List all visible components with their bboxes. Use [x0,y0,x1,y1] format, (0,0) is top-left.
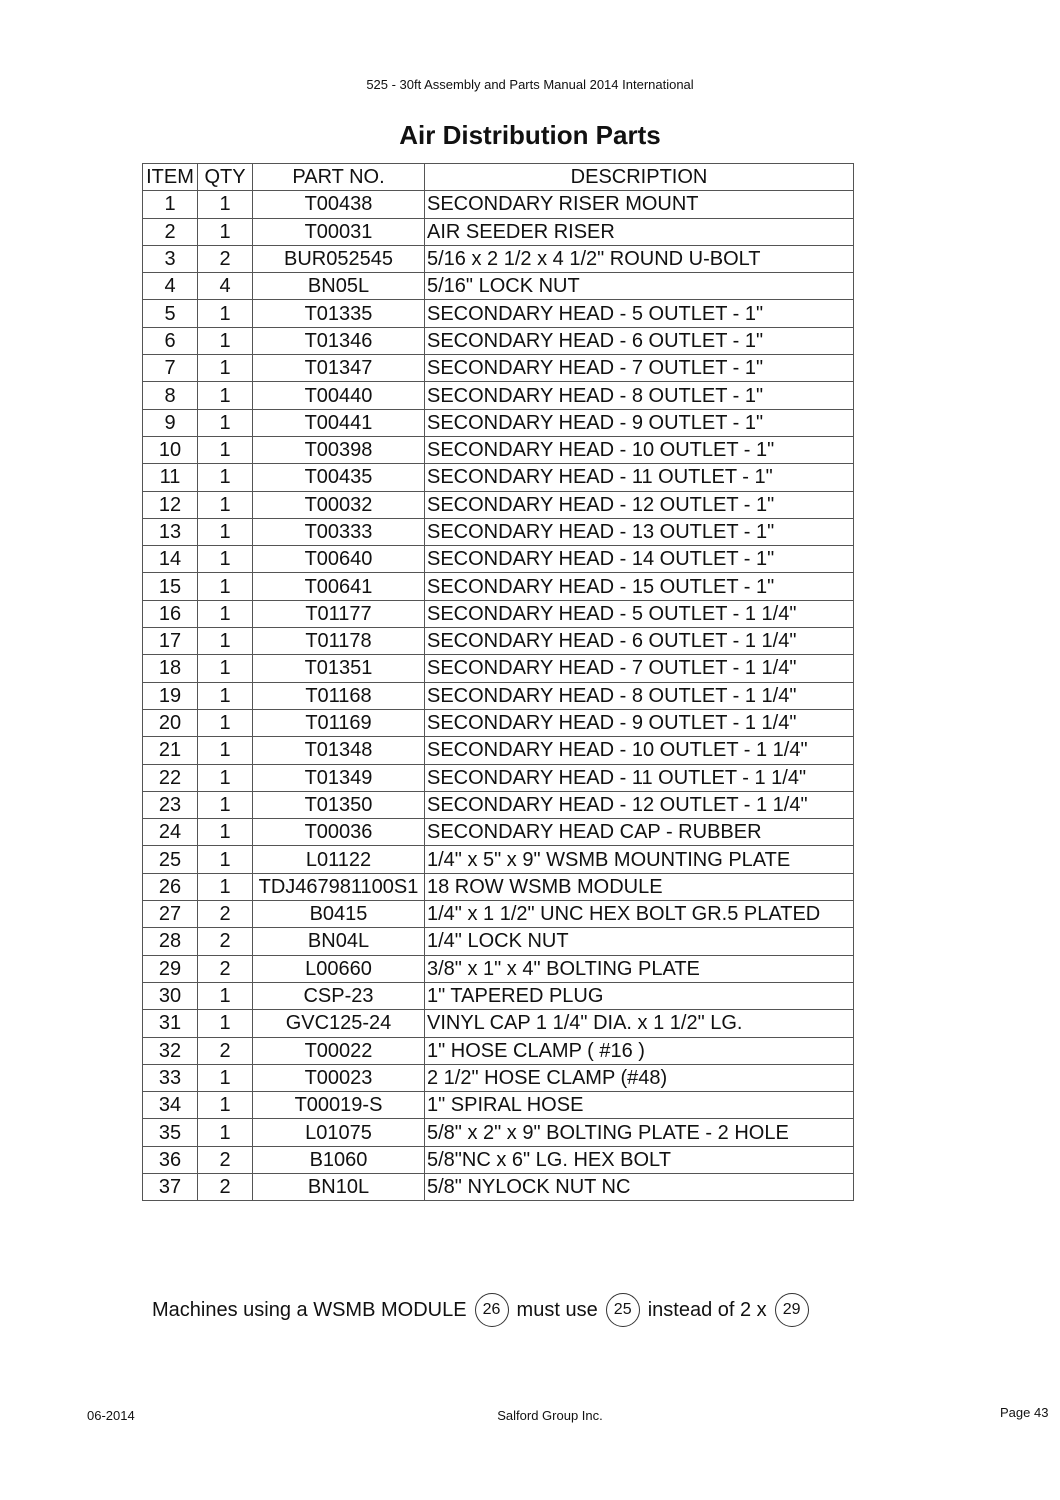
item-number-cell: 18 [143,655,198,682]
qty-cell: 1 [198,600,253,627]
manual-header: 525 - 30ft Assembly and Parts Manual 2014 International [366,77,694,92]
description-cell: 1/4" x 1 1/2" UNC HEX BOLT GR.5 PLATED [425,901,854,928]
item-number-cell: 37 [143,1173,198,1200]
item-number-cell: 33 [143,1064,198,1091]
table-row [143,436,854,463]
part-number-cell: T00398 [253,436,425,463]
part-number-cell: T00641 [253,573,425,600]
part-number-cell: B0415 [253,901,425,928]
footer-date: 06-2014 [87,1408,135,1423]
qty-cell: 1 [198,709,253,736]
qty-cell: 1 [198,409,253,436]
table-row [143,955,854,982]
item-number-cell: 3 [143,245,198,272]
table-row [143,300,854,327]
note-text-2: must use [516,1298,598,1321]
item-callout-26: 26 [475,1293,509,1327]
part-number-cell: CSP-23 [253,982,425,1009]
column-header-description: DESCRIPTION [425,164,854,191]
part-number-cell: T01169 [253,709,425,736]
part-number-cell: T01349 [253,764,425,791]
table-row [143,464,854,491]
table-row [143,1173,854,1200]
table-row [143,1064,854,1091]
part-number-cell: T00435 [253,464,425,491]
item-number-cell: 8 [143,382,198,409]
item-number-cell: 35 [143,1119,198,1146]
item-number-cell: 16 [143,600,198,627]
description-cell: SECONDARY RISER MOUNT [425,191,854,218]
description-cell: SECONDARY HEAD - 12 OUTLET - 1" [425,491,854,518]
table-row [143,245,854,272]
table-row [143,682,854,709]
footer-page-number: Page 43 [1000,1405,1049,1420]
table-row [143,273,854,300]
qty-cell: 2 [198,928,253,955]
table-row [143,546,854,573]
part-number-cell: T01168 [253,682,425,709]
description-cell: 5/16" LOCK NUT [425,273,854,300]
qty-cell: 1 [198,1064,253,1091]
qty-cell: 1 [198,1010,253,1037]
qty-cell: 1 [198,191,253,218]
item-number-cell: 21 [143,737,198,764]
qty-cell: 1 [198,491,253,518]
table-row [143,1119,854,1146]
qty-cell: 1 [198,1119,253,1146]
table-row [143,600,854,627]
part-number-cell: T01346 [253,327,425,354]
item-number-cell: 26 [143,873,198,900]
description-cell: 1/4" LOCK NUT [425,928,854,955]
item-number-cell: 30 [143,982,198,1009]
qty-cell: 1 [198,327,253,354]
part-number-cell: B1060 [253,1146,425,1173]
table-row [143,382,854,409]
description-cell: VINYL CAP 1 1/4" DIA. x 1 1/2" LG. [425,1010,854,1037]
table-row [143,901,854,928]
table-row [143,1010,854,1037]
table-row [143,1092,854,1119]
part-number-cell: L01075 [253,1119,425,1146]
description-cell: SECONDARY HEAD - 8 OUTLET - 1" [425,382,854,409]
item-callout-25: 25 [606,1293,640,1327]
description-cell: 5/8" x 2" x 9" BOLTING PLATE - 2 HOLE [425,1119,854,1146]
table-row [143,982,854,1009]
qty-cell: 1 [198,518,253,545]
qty-cell: 1 [198,682,253,709]
table-row [143,655,854,682]
part-number-cell: BN10L [253,1173,425,1200]
qty-cell: 1 [198,546,253,573]
table-header-row [143,164,854,191]
part-number-cell: T00019-S [253,1092,425,1119]
description-cell: SECONDARY HEAD - 5 OUTLET - 1 1/4" [425,600,854,627]
description-cell: SECONDARY HEAD - 9 OUTLET - 1 1/4" [425,709,854,736]
table-row [143,409,854,436]
part-number-cell: T00333 [253,518,425,545]
part-number-cell: BUR052545 [253,245,425,272]
part-number-cell: T01347 [253,355,425,382]
description-cell: 18 ROW WSMB MODULE [425,873,854,900]
description-cell: SECONDARY HEAD - 14 OUTLET - 1" [425,546,854,573]
item-number-cell: 5 [143,300,198,327]
part-number-cell: T00023 [253,1064,425,1091]
item-number-cell: 19 [143,682,198,709]
item-number-cell: 1 [143,191,198,218]
item-number-cell: 36 [143,1146,198,1173]
item-number-cell: 31 [143,1010,198,1037]
qty-cell: 1 [198,982,253,1009]
description-cell: 1" SPIRAL HOSE [425,1092,854,1119]
description-cell: 1" TAPERED PLUG [425,982,854,1009]
qty-cell: 1 [198,737,253,764]
qty-cell: 1 [198,819,253,846]
description-cell: SECONDARY HEAD - 13 OUTLET - 1" [425,518,854,545]
table-row [143,218,854,245]
description-cell: SECONDARY HEAD - 8 OUTLET - 1 1/4" [425,682,854,709]
part-number-cell: BN04L [253,928,425,955]
part-number-cell: L00660 [253,955,425,982]
qty-cell: 1 [198,355,253,382]
table-row [143,518,854,545]
table-row [143,191,854,218]
part-number-cell: GVC125-24 [253,1010,425,1037]
item-number-cell: 12 [143,491,198,518]
wsmb-note [152,1292,817,1328]
footer-company: Salford Group Inc. [497,1408,603,1423]
item-number-cell: 7 [143,355,198,382]
note-text-1: Machines using a WSMB MODULE [152,1298,467,1321]
part-number-cell: T01351 [253,655,425,682]
description-cell: 2 1/2" HOSE CLAMP (#48) [425,1064,854,1091]
part-number-cell: T00640 [253,546,425,573]
item-number-cell: 27 [143,901,198,928]
qty-cell: 2 [198,955,253,982]
column-header-item: ITEM [143,164,198,191]
part-number-cell: TDJ467981100S1 [253,873,425,900]
part-number-cell: T00032 [253,491,425,518]
qty-cell: 2 [198,901,253,928]
description-cell: SECONDARY HEAD - 11 OUTLET - 1 1/4" [425,764,854,791]
description-cell: SECONDARY HEAD - 5 OUTLET - 1" [425,300,854,327]
part-number-cell: BN05L [253,273,425,300]
column-header-part-no: PART NO. [253,164,425,191]
part-number-cell: T01177 [253,600,425,627]
item-number-cell: 17 [143,628,198,655]
item-number-cell: 23 [143,791,198,818]
table-row [143,873,854,900]
qty-cell: 2 [198,1173,253,1200]
qty-cell: 1 [198,655,253,682]
description-cell: SECONDARY HEAD - 15 OUTLET - 1" [425,573,854,600]
part-number-cell: T01348 [253,737,425,764]
table-row [143,1146,854,1173]
part-number-cell: T00022 [253,1037,425,1064]
part-number-cell: T00441 [253,409,425,436]
item-number-cell: 13 [143,518,198,545]
description-cell: SECONDARY HEAD - 7 OUTLET - 1" [425,355,854,382]
item-callout-29: 29 [775,1293,809,1327]
table-row [143,1037,854,1064]
qty-cell: 2 [198,1037,253,1064]
description-cell: SECONDARY HEAD - 7 OUTLET - 1 1/4" [425,655,854,682]
item-number-cell: 24 [143,819,198,846]
parts-table [142,163,854,1201]
description-cell: SECONDARY HEAD - 6 OUTLET - 1 1/4" [425,628,854,655]
item-number-cell: 28 [143,928,198,955]
item-number-cell: 20 [143,709,198,736]
description-cell: SECONDARY HEAD - 10 OUTLET - 1" [425,436,854,463]
item-number-cell: 32 [143,1037,198,1064]
item-number-cell: 29 [143,955,198,982]
part-number-cell: T00036 [253,819,425,846]
description-cell: 5/16 x 2 1/2 x 4 1/2" ROUND U-BOLT [425,245,854,272]
description-cell: 5/8"NC x 6" LG. HEX BOLT [425,1146,854,1173]
description-cell: SECONDARY HEAD CAP - RUBBER [425,819,854,846]
description-cell: 3/8" x 1" x 4" BOLTING PLATE [425,955,854,982]
description-cell: AIR SEEDER RISER [425,218,854,245]
table-row [143,764,854,791]
qty-cell: 1 [198,791,253,818]
qty-cell: 1 [198,1092,253,1119]
qty-cell: 1 [198,300,253,327]
table-row [143,709,854,736]
item-number-cell: 6 [143,327,198,354]
qty-cell: 2 [198,1146,253,1173]
table-row [143,846,854,873]
item-number-cell: 11 [143,464,198,491]
table-row [143,491,854,518]
item-number-cell: 2 [143,218,198,245]
part-number-cell: T01350 [253,791,425,818]
part-number-cell: T01335 [253,300,425,327]
description-cell: 5/8" NYLOCK NUT NC [425,1173,854,1200]
page-title: Air Distribution Parts [399,120,661,150]
part-number-cell: T00031 [253,218,425,245]
qty-cell: 1 [198,436,253,463]
description-cell: SECONDARY HEAD - 10 OUTLET - 1 1/4" [425,737,854,764]
item-number-cell: 15 [143,573,198,600]
description-cell: SECONDARY HEAD - 9 OUTLET - 1" [425,409,854,436]
qty-cell: 4 [198,273,253,300]
table-row [143,819,854,846]
item-number-cell: 14 [143,546,198,573]
qty-cell: 1 [198,464,253,491]
table-row [143,573,854,600]
qty-cell: 1 [198,573,253,600]
part-number-cell: T00440 [253,382,425,409]
item-number-cell: 4 [143,273,198,300]
table-row [143,355,854,382]
item-number-cell: 25 [143,846,198,873]
qty-cell: 1 [198,628,253,655]
qty-cell: 1 [198,218,253,245]
description-cell: 1" HOSE CLAMP ( #16 ) [425,1037,854,1064]
description-cell: SECONDARY HEAD - 11 OUTLET - 1" [425,464,854,491]
column-header-qty: QTY [198,164,253,191]
qty-cell: 1 [198,846,253,873]
table-row [143,791,854,818]
item-number-cell: 34 [143,1092,198,1119]
qty-cell: 1 [198,873,253,900]
description-cell: SECONDARY HEAD - 6 OUTLET - 1" [425,327,854,354]
table-row [143,327,854,354]
item-number-cell: 10 [143,436,198,463]
table-row [143,628,854,655]
item-number-cell: 9 [143,409,198,436]
part-number-cell: T01178 [253,628,425,655]
description-cell: 1/4" x 5" x 9" WSMB MOUNTING PLATE [425,846,854,873]
item-number-cell: 22 [143,764,198,791]
part-number-cell: T00438 [253,191,425,218]
qty-cell: 1 [198,764,253,791]
parts-table-body [143,191,854,1201]
table-row [143,737,854,764]
part-number-cell: L01122 [253,846,425,873]
qty-cell: 2 [198,245,253,272]
description-cell: SECONDARY HEAD - 12 OUTLET - 1 1/4" [425,791,854,818]
note-text-3: instead of 2 x [647,1298,767,1321]
qty-cell: 1 [198,382,253,409]
table-row [143,928,854,955]
